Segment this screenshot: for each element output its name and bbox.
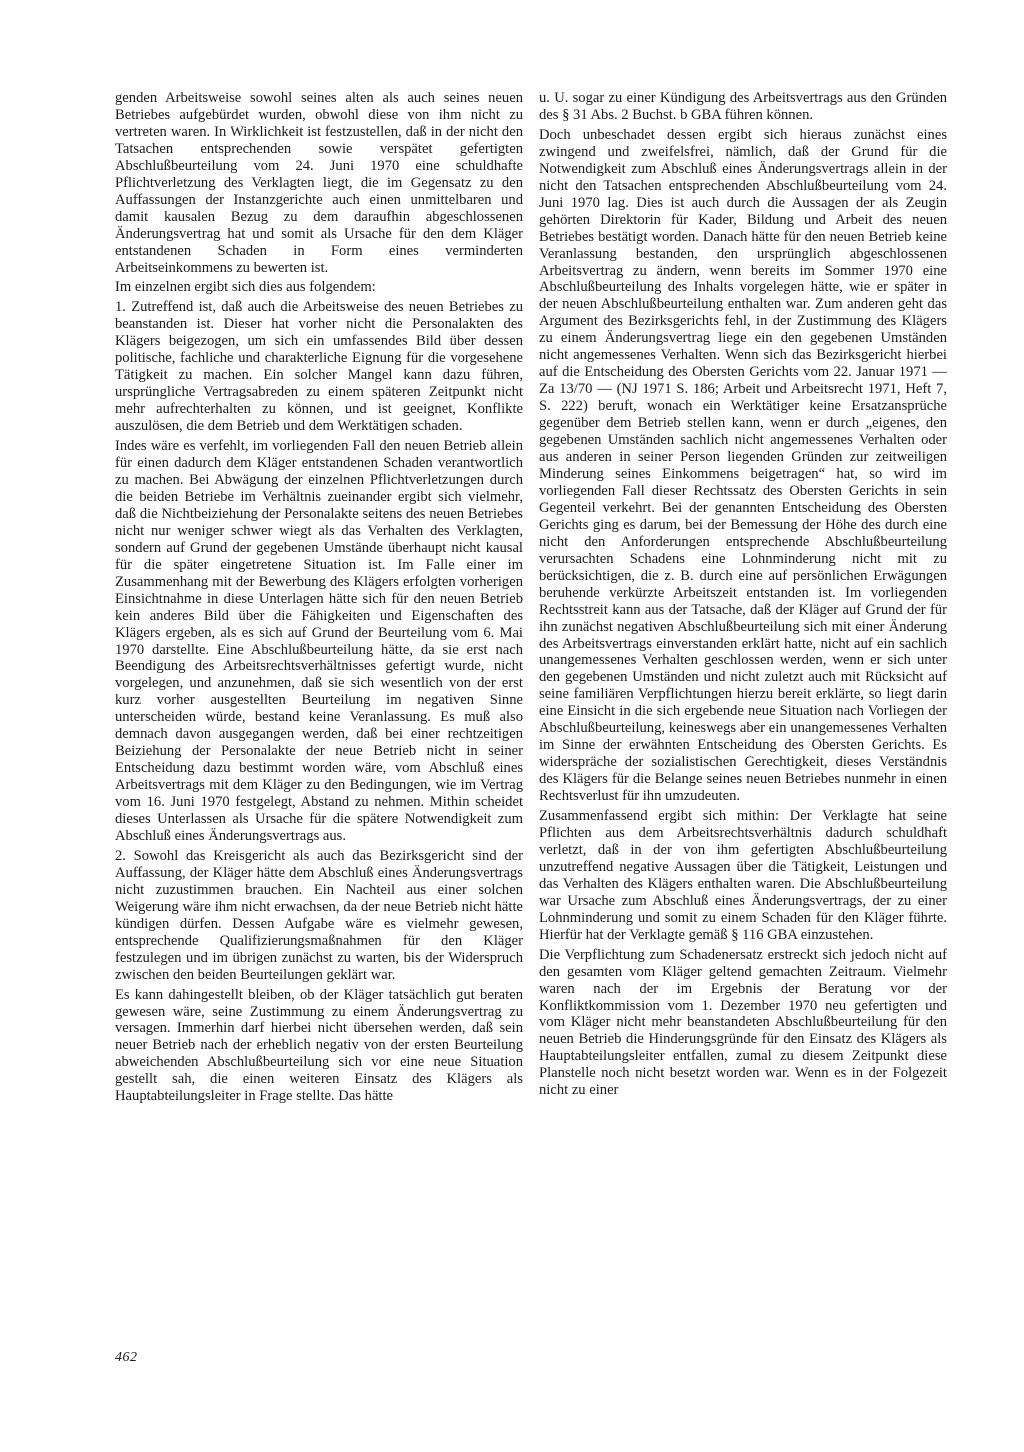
paragraph: Indes wäre es verfehlt, im vorliegenden Fall den neuen Betrieb allein für einen dadurch dem Kläger entstandenen Schaden verantwortlich zu machen. Bei Abwägung der einzelnen Pflichtverletzungen durch die beiden Betriebe im Verhältnis zueinander ergibt sich vielmehr, daß die Nichtbeiziehung der Personalakte seitens des neuen Betriebes nicht nur weniger schwer wiegt als das Verhalten des Verklagten, sondern auf Grund der gegebenen Umstände überhaupt nicht kausal für die später eingetretene Situation ist. Im Falle einer im Zusammenhang mit der Bewerbung des Klägers erfolgten vorherigen Einsichtnahme in diese Unterlagen hätte sich für den neuen Betrieb kein anderes Bild über die Fähigkeiten und Eigenschaften des Klägers ergeben, als es sich auf Grund der Beurteilung vom 6. Mai 1970 darstellte. Eine Abschlußbeurteilung hätte, da sie erst nach Beendigung des Arbeitsrechtsverhältnisses gefertigt wurde, nicht vorgelegen, und anzunehmen, daß sie sich wesentlich von der erst kurz vorher ausgestellten Beurteilung im negativen Sinne unterscheiden würde, bestand keine Veranlassung. Es muß also demnach davon ausgegangen werden, daß bei einer rechtzeitigen Beiziehung der Personalakte der neue Betrieb nicht in seiner Entscheidung dazu bestimmt worden wäre, vom Abschluß eines Arbeitsvertrags mit dem Kläger zu den Bedingungen, wie im Vertrag vom 16. Juni 1970 festgelegt, Abstand zu nehmen. Mithin scheidet dieses Unterlassen als Ursache für die spätere Notwendigkeit zum Abschluß eines Änderungsvertrags aus.	[115, 438, 523, 844]
paragraph: 1. Zutreffend ist, daß auch die Arbeitsweise des neuen Betriebes zu beanstanden ist. Dieser hat vorher nicht die Personalakten des Klägers beigezogen, um sich ein umfassendes Bild über dessen politische, fachliche und charakterliche Eignung für die vorgesehene Tätigkeit zu machen. Ein solcher Mangel kann dazu führen, ursprüngliche Vertragsabreden zu einem späteren Zeitpunkt nicht mehr aufrechterhalten zu können, und ist geeignet, Konflikte auszulösen, die dem Betrieb und dem Werktätigen schaden.	[115, 299, 523, 435]
left-text-column	[115, 90, 523, 1108]
paragraph: 2. Sowohl das Kreisgericht als auch das Bezirksgericht sind der Auffassung, der Kläger hätte dem Abschluß eines Änderungsvertrags nicht zuzustimmen brauchen. Ein Nachteil aus einer solchen Weigerung wäre ihm nicht erwachsen, da der neue Betrieb nicht hätte kündigen dürfen. Dessen Aufgabe wäre es vielmehr gewesen, entsprechende Qualifizierungsmaßnahmen für den Kläger festzulegen und im übrigen zunächst zu warten, bis der Widerspruch zwischen den beiden Beurteilungen geklärt war.	[115, 847, 523, 983]
paragraph: Im einzelnen ergibt sich dies aus folgendem:	[115, 279, 376, 296]
paragraph: genden Arbeitsweise sowohl seines alten als auch seines neuen Betriebes aufgebürdet wurden, obwohl diese von ihm nicht zu vertreten waren. In Wirklichkeit ist festzustellen, daß in der nicht den Tatsachen entsprechenden sowie verspätet gefertigten Abschlußbeurteilung vom 24. Juni 1970 eine schuldhafte Pflichtverletzung des Verklagten liegt, die im Gegensatz zu den Auffassungen der Instanzgerichte auch einen unmittelbaren und damit kausalen Bezug zu dem daraufhin abgeschlossenen Änderungsvertrag hat und somit als Ursache für den dem Kläger entstandenen Schaden in Form eines verminderten Arbeitseinkommens zu bewerten ist.	[115, 90, 523, 276]
paragraph: u. U. sogar zu einer Kündigung des Arbeitsvertrags aus den Gründen des § 31 Abs. 2 Buchst. b GBA führen können.	[539, 90, 947, 123]
paragraph: Zusammenfassend ergibt sich mithin: Der Verklagte hat seine Pflichten aus dem Arbeitsrechtsverhältnis dadurch schuldhaft verletzt, daß in der von ihm gefertigten Abschlußbeurteilung unzutreffend negative Aussagen über die Tätigkeit, Leistungen und das Verhalten des Klägers enthalten waren. Die Abschlußbeurteilung war Ursache zum Abschluß eines Änderungsvertrags, der zu einer Lohnminderung und somit zu einem Schaden für den Kläger führte. Hierfür hat der Verklagte gemäß § 116 GBA einzustehen.	[539, 808, 947, 943]
page-number: 462	[115, 1350, 138, 1365]
paragraph: Es kann dahingestellt bleiben, ob der Kläger tatsächlich gut beraten gewesen wäre, seine Zustimmung zu einem Änderungsvertrag zu versagen. Immerhin darf hierbei nicht übersehen werden, daß sein neuer Betrieb nach der erheblich negativ von der ersten Beurteilung abweichenden Abschlußbeurteilung sich vor eine neue Situation gestellt sah, die einen weiteren Einsatz des Klägers als Hauptabteilungsleiter in Frage stellte. Das hätte	[115, 986, 523, 1105]
paragraph: Die Verpflichtung zum Schadenersatz erstreckt sich jedoch nicht auf den gesamten vom Kläger geltend gemachten Zeitraum. Vielmehr waren nach der im Ergebnis der Beratung vor der Konfliktkommission vom 1. Dezember 1970 neu gefertigten und vom Kläger nicht mehr beanstandeten Abschlußbeurteilung für den neuen Betrieb die Hinderungsgründe für den Einsatz des Klägers als Hauptabteilungsleiter entfallen, zumal zu diesem Zeitpunkt diese Planstelle noch nicht besetzt worden war. Wenn es in der Folgezeit nicht zu einer	[539, 946, 947, 1099]
paragraph: Doch unbeschadet dessen ergibt sich hieraus zunächst eines zwingend und zweifelsfrei, nämlich, daß der Grund für die Notwendigkeit zum Abschluß eines Änderungsvertrags allein in der nicht den Tatsachen entsprechenden Abschlußbeurteilung vom 24. Juni 1970 lag. Dies ist auch durch die Aussagen der als Zeugin gehörten Direktorin für Kader, Bildung und Arbeit des neuen Betriebes bestätigt worden. Danach hätte für den neuen Betrieb keine Veranlassung bestanden, den ursprünglich abgeschlossenen Arbeitsvertrag zu ändern, wenn bereits im Sommer 1970 eine Abschlußbeurteilung des Inhalts vorgelegen hätte, wie er später in der neuen Abschlußbeurteilung enthalten war. Zum anderen geht das Argument des Bezirksgerichts fehl, in der Zustimmung des Klägers zu einem Änderungsvertrag liege ein den gegebenen Umständen nicht angemessenes Verhalten. Wenn sich das Bezirksgericht hierbei auf die Entscheidung des Obersten Gerichts vom 22. Januar 1971 — Za 13/70 — (NJ 1971 S. 186; Arbeit und Arbeitsrecht 1971, Heft 7, S. 222) beruft, wonach ein Werktätiger keine Ersatzansprüche gegenüber dem Betrieb stellen kann, wenn er durch „eigenes, den gegebenen Umständen sachlich nicht angemessenes Verhalten oder aus anderen in seiner Person liegenden Gründen zur zeitweiligen Minderung seines Einkommens beigetragen“ hat, so wird im vorliegenden Fall dieser Rechtssatz des Obersten Gerichts in sein Gegenteil verkehrt. Bei der genannten Entscheidung des Obersten Gerichts ging es darum, bei der Bemessung der Höhe des durch eine nicht den Anforderungen entsprechende Abschlußbeurteilung verursachten Schadens eine Lohnminderung nicht mit zu berücksichtigen, die z. B. durch eine auf persönlichen Erwägungen beruhende verkürzte Arbeitszeit entstanden ist. Im vorliegenden Rechtsstreit kann aus der Tatsache, daß der Kläger auf Grund der für ihn zunächst negativen Abschlußbeurteilung sich mit einer Änderung des Arbeitsvertrags einverstanden erklärt hatte, nicht auf ein sachlich unangemessenes Verhalten geschlossen werden, wenn er sich unter den gegebenen Umständen und nicht zuletzt auch mit Rücksicht auf seine familiären Verpflichtungen hierzu bereit erklärte, so liegt darin eine Einsicht in die sich ergebende neue Situation nach Vorliegen der Abschlußbeurteilung, keineswegs aber ein unangemessenes Verhalten im Sinne der erwähnten Entscheidung des Obersten Gerichts. Es widerspräche der sozialistischen Gerechtigkeit, dieses Verständnis des Klägers für die Belange seines neuen Betriebes nunmehr in einen Rechtsverlust für ihn umzudeuten.	[539, 126, 947, 805]
right-text-column	[539, 90, 947, 1102]
